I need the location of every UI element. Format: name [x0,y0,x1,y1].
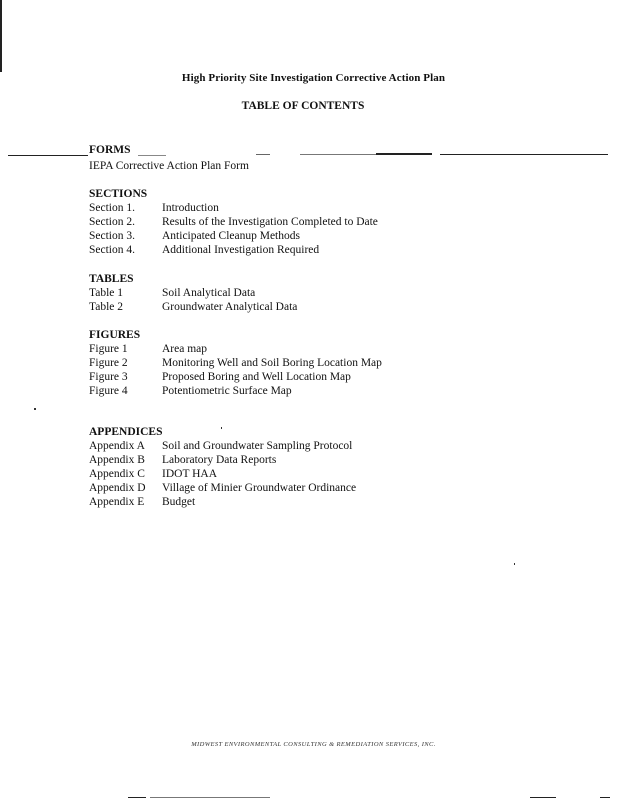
item-label: Section 2. [89,216,135,228]
scan-line [600,797,610,798]
item-label: Appendix C [89,468,145,480]
item-description: Soil Analytical Data [162,287,256,299]
item-description: Area map [162,343,208,355]
scan-speck [34,408,36,410]
item-description: Anticipated Cleanup Methods [162,230,300,242]
item-label: Figure 3 [89,371,128,383]
item-description: Budget [162,496,196,508]
item-label: Appendix B [89,454,145,466]
scan-line [256,154,270,155]
toc-heading: TABLE OF CONTENTS [241,100,365,112]
item-description: Results of the Investigation Completed to Date [162,216,378,228]
item-label: Figure 1 [89,343,128,355]
item-label: Figure 4 [89,385,128,397]
item-description: Potentiometric Surface Map [162,385,292,397]
sections-heading: SECTIONS [89,188,148,200]
item-description: IDOT HAA [162,468,218,480]
item-label: Section 4. [89,244,135,256]
scan-line [376,153,432,155]
scan-speck [221,427,222,429]
scan-edge-mark [0,0,2,72]
document-title: High Priority Site Investigation Corrective Action Plan [181,72,446,84]
item-label: Section 3. [89,230,135,242]
figures-heading: FIGURES [89,329,141,341]
scan-line [300,154,376,155]
item-label: Table 2 [89,301,124,313]
item-description: Introduction [162,202,219,214]
item-description: Proposed Boring and Well Location Map [162,371,351,383]
item-description: Laboratory Data Reports [162,454,277,466]
scan-line [128,797,146,798]
item-label: Appendix A [89,440,145,452]
item-description: Additional Investigation Required [162,244,320,256]
footer-company-name: MIDWEST ENVIRONMENTAL CONSULTING & REMEDIATION SERVICES, INC. [191,741,436,748]
item-description: Monitoring Well and Soil Boring Location Map [162,357,382,369]
scan-line [530,797,556,798]
tables-heading: TABLES [89,273,134,285]
forms-heading: FORMS [89,144,131,156]
item-description: Village of Minier Groundwater Ordinance [162,482,357,494]
item-label: Section 1. [89,202,135,214]
scan-speck [514,563,515,565]
item-label: Figure 2 [89,357,128,369]
item-label: Appendix E [89,496,145,508]
list-item: IEPA Corrective Action Plan Form [89,160,249,172]
item-description: Soil and Groundwater Sampling Protocol [162,440,353,452]
scan-line [440,154,608,155]
appendices-heading: APPENDICES [89,426,163,438]
item-label: Table 1 [89,287,124,299]
scan-line [150,797,270,798]
scan-line [8,155,88,156]
item-label: Appendix D [89,482,146,494]
scan-line [138,155,166,156]
item-description: Groundwater Analytical Data [162,301,298,313]
